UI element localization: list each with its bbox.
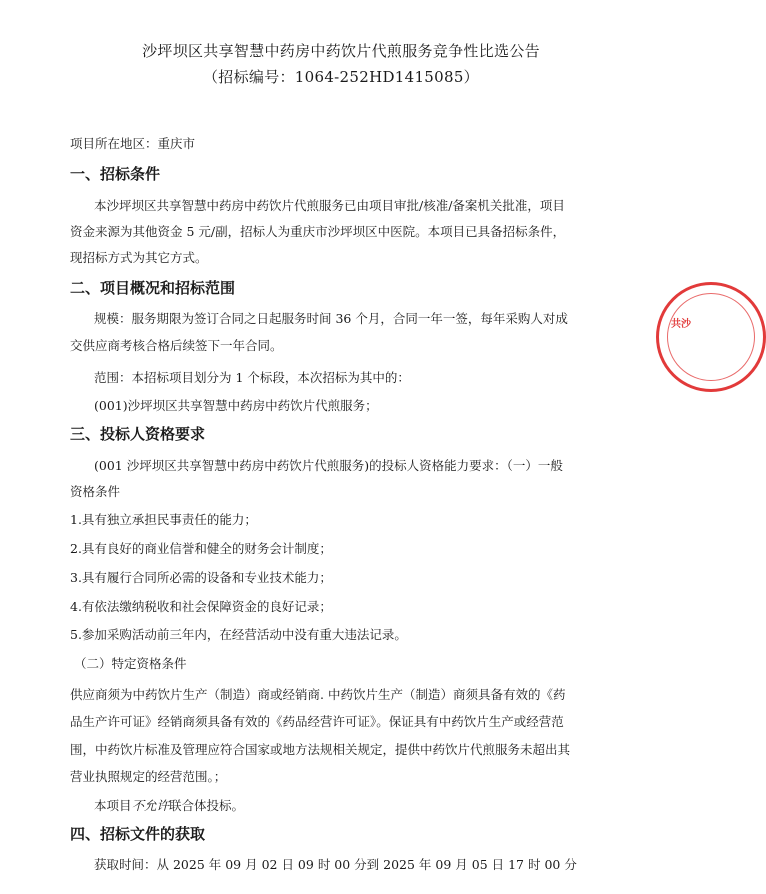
section-1-line: 资金来源为其他资金 5 元/副，招标人为重庆市沙坪坝区中医院。本项目已具备招标条件，: [70, 224, 566, 239]
section-1-line: 本沙坪坝区共享智慧中药房中药饮片代煎服务已由项目审批/核准/备案机关批准，项目: [94, 198, 565, 213]
section-2-line: 规模：服务期限为签订合同之日起服务时间 36 个月，合同一年一签，每年采购人对成: [94, 311, 568, 326]
section-3-line: 4.有依法缴纳税收和社会保障资金的良好记录；: [70, 599, 332, 614]
section-4-heading: 四、招标文件的获取: [70, 825, 206, 843]
section-1-line: 现招标方式为其它方式。: [70, 250, 208, 265]
seal-inner-ring: [667, 293, 755, 381]
section-2-heading: 二、项目概况和招标范围: [70, 279, 236, 297]
seal-text: 共沙: [671, 319, 691, 330]
section-3-line: 2.具有良好的商业信誉和健全的财务会计制度；: [70, 541, 332, 556]
section-3-line: 供应商须为中药饮片生产（制造）商或经销商. 中药饮片生产（制造）商须具备有效的《药: [70, 687, 566, 702]
consortium-line: [94, 796, 244, 814]
bid-number: （招标编号：1064-252HD1415085）: [203, 68, 479, 86]
acquisition-time: 获取时间：从 2025 年 09 月 02 日 09 时 00 分到 2025 年 09 月 05 日 17 时 00 分: [94, 857, 577, 872]
section-3-heading: 三、投标人资格要求: [70, 425, 206, 443]
consortium-emph: 不允许: [131, 798, 170, 813]
section-3-line: 围，中药饮片标准及管理应符合国家或地方法规相关规定，提供中药饮片代煎服务未超出其: [70, 742, 571, 757]
section-2-line: (001)沙坪坝区共享智慧中药房中药饮片代煎服务；: [94, 398, 378, 413]
section-3-line: 资格条件: [70, 484, 121, 499]
section-3-line: 品生产许可证》经销商须具备有效的《药品经营许可证》。保证具有中药饮片生产或经营范: [70, 714, 564, 729]
consortium-suffix: 联合体投标。: [169, 798, 245, 813]
section-3-line: 5.参加采购活动前三年内，在经营活动中没有重大违法记录。: [70, 627, 407, 642]
section-3-line: 1.具有独立承担民事责任的能力；: [70, 512, 257, 527]
consortium-prefix: 本项目: [94, 798, 132, 813]
project-location: 项目所在地区：重庆市: [70, 136, 196, 151]
section-3-line: 3.具有履行合同所必需的设备和专业技术能力；: [70, 570, 332, 585]
section-2-line: 交供应商考核合格后续签下一年合同。: [70, 338, 283, 353]
section-3-line: 营业执照规定的经营范围。；: [70, 769, 227, 784]
document-title: 沙坪坝区共享智慧中药房中药饮片代煎服务竞争性比选公告: [142, 42, 540, 60]
section-3-line: (001 沙坪坝区共享智慧中药房中药饮片代煎服务)的投标人资格能力要求：（一）一般: [94, 458, 563, 473]
official-seal-icon: [656, 282, 766, 392]
section-1-heading: 一、招标条件: [70, 165, 161, 183]
section-2-line: 范围：本招标项目划分为 1 个标段，本次招标为其中的：: [94, 370, 410, 385]
section-3-line: （二）特定资格条件: [74, 656, 187, 671]
